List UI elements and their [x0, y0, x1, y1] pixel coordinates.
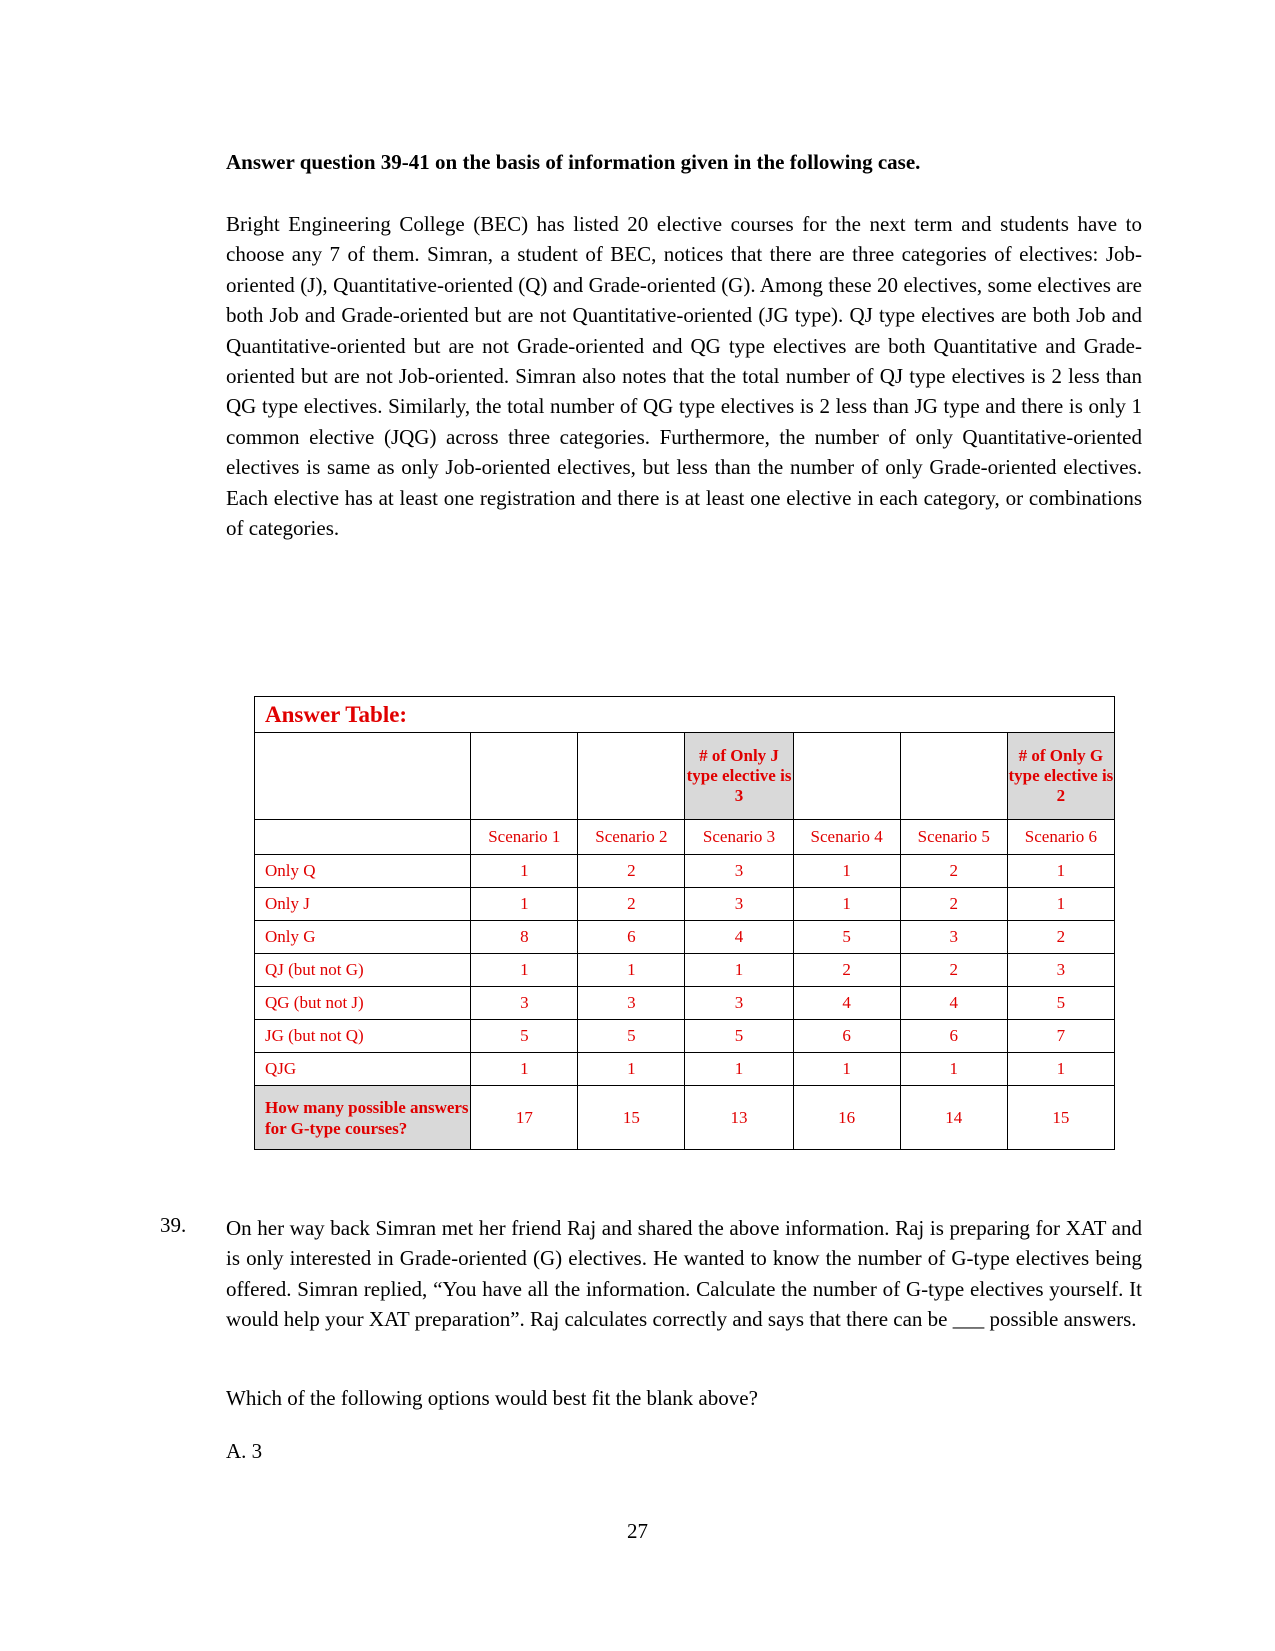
- table-cell: 13: [685, 1086, 793, 1150]
- scenario-header: Scenario 2: [578, 820, 685, 855]
- table-cell: 5: [793, 921, 900, 954]
- table-cell: 1: [578, 1053, 685, 1086]
- table-row: [255, 888, 1115, 921]
- table-cell: 1: [471, 888, 578, 921]
- scenario-header: Scenario 1: [471, 820, 578, 855]
- table-cell: 6: [900, 1020, 1007, 1053]
- table-cell: 1: [1007, 888, 1114, 921]
- table-cell: 2: [578, 888, 685, 921]
- table-cell: 1: [471, 855, 578, 888]
- question-number: 39.: [160, 1213, 187, 1237]
- table-cell: 3: [471, 987, 578, 1020]
- table-cell: 2: [900, 855, 1007, 888]
- row-label: QG (but not J): [255, 987, 471, 1020]
- table-cell: 1: [1007, 1053, 1114, 1086]
- row-label: JG (but not Q): [255, 1020, 471, 1053]
- table-cell: 1: [793, 1053, 900, 1086]
- table-row: [255, 855, 1115, 888]
- empty-cell: [255, 733, 471, 820]
- table-cell: 1: [900, 1053, 1007, 1086]
- page-number: 27: [627, 1519, 648, 1543]
- table-cell: 16: [793, 1086, 900, 1150]
- table-cell: 3: [1007, 954, 1114, 987]
- table-cell: 2: [578, 855, 685, 888]
- case-passage: Bright Engineering College (BEC) has listed 20 elective courses for the next term and students have to choose any 7 of them. Simran, a student of BEC, notices that there are three categories of electives: Job-oriented (J), Quantitative-oriented (Q) and Grade-oriented (G). Among these 20 electives, some electives are both Job and Grade-oriented but are not Quantitative-oriented (JG type). QJ type electives are both Job and Quantitative-oriented but are not Grade-oriented and QG type electives are both Quantitative and Grade-oriented but are not Job-oriented. Simran also notes that the total number of QJ type electives is 2 less than QG type electives. Similarly, the total number of QG type electives is 2 less than JG type and there is only 1 common elective (JQG) across three categories. Furthermore, the number of only Quantitative-oriented electives is same as only Job-oriented electives, but less than the number of only Grade-oriented electives. Each elective has at least one registration and there is at least one elective in each category, or combinations of categories.: [226, 212, 1142, 541]
- answer-option: A. 3: [226, 1439, 263, 1463]
- table-cell: 3: [685, 987, 793, 1020]
- table-cell: 2: [900, 888, 1007, 921]
- table-row: [255, 1020, 1115, 1053]
- table-cell: 17: [471, 1086, 578, 1150]
- table-cell: 1: [793, 855, 900, 888]
- total-row-label: How many possible answers for G-type courses?: [255, 1086, 471, 1150]
- table-cell: 4: [685, 921, 793, 954]
- table-row: [255, 954, 1115, 987]
- scenario-6-note: # of Only G type elective is 2: [1007, 733, 1114, 820]
- table-cell: 1: [685, 1053, 793, 1086]
- question-text: On her way back Simran met her friend Raj and shared the above information. Raj is preparing for XAT and is only interested in Grade-oriented (G) electives. He wanted to know the number of G-type electives being offered. Simran replied, “You have all the information. Calculate the number of G-type electives yourself. It would help your XAT preparation”. Raj calculates correctly and says that there can be ___ possible answers.: [226, 1216, 1142, 1332]
- table-row: [255, 987, 1115, 1020]
- empty-cell: [471, 733, 578, 820]
- total-row: [255, 1086, 1115, 1150]
- table-cell: 2: [900, 954, 1007, 987]
- table-row: [255, 921, 1115, 954]
- empty-cell: [793, 733, 900, 820]
- scenario-header: Scenario 3: [685, 820, 793, 855]
- table-cell: 1: [1007, 855, 1114, 888]
- table-cell: 5: [578, 1020, 685, 1053]
- row-label: QJG: [255, 1053, 471, 1086]
- row-label: Only Q: [255, 855, 471, 888]
- table-cell: 1: [578, 954, 685, 987]
- table-cell: 4: [793, 987, 900, 1020]
- table-cell: 15: [1007, 1086, 1114, 1150]
- table-cell: 2: [793, 954, 900, 987]
- row-label: QJ (but not G): [255, 954, 471, 987]
- table-cell: 15: [578, 1086, 685, 1150]
- table-cell: 3: [900, 921, 1007, 954]
- table-cell: 1: [793, 888, 900, 921]
- table-cell: 2: [1007, 921, 1114, 954]
- table-cell: 5: [685, 1020, 793, 1053]
- row-label: Only G: [255, 921, 471, 954]
- table-cell: 7: [1007, 1020, 1114, 1053]
- table-row: [255, 1053, 1115, 1086]
- table-cell: 1: [685, 954, 793, 987]
- row-label: Only J: [255, 888, 471, 921]
- answer-table: [254, 696, 1115, 1150]
- scenario-header: Scenario 5: [900, 820, 1007, 855]
- answer-table-title: Answer Table:: [255, 697, 1115, 733]
- table-cell: 1: [471, 954, 578, 987]
- table-cell: 14: [900, 1086, 1007, 1150]
- table-cell: 3: [685, 888, 793, 921]
- table-cell: 5: [471, 1020, 578, 1053]
- table-cell: 3: [685, 855, 793, 888]
- table-cell: 4: [900, 987, 1007, 1020]
- empty-cell: [578, 733, 685, 820]
- table-cell: 6: [793, 1020, 900, 1053]
- table-cell: 1: [471, 1053, 578, 1086]
- empty-cell: [900, 733, 1007, 820]
- question-prompt: Which of the following options would best fit the blank above?: [226, 1386, 758, 1410]
- case-heading: Answer question 39-41 on the basis of information given in the following case.: [226, 150, 921, 174]
- empty-cell: [255, 820, 471, 855]
- scenario-3-note: # of Only J type elective is 3: [685, 733, 793, 820]
- scenario-header: Scenario 4: [793, 820, 900, 855]
- scenario-header: Scenario 6: [1007, 820, 1114, 855]
- table-cell: 8: [471, 921, 578, 954]
- table-cell: 6: [578, 921, 685, 954]
- table-cell: 5: [1007, 987, 1114, 1020]
- table-cell: 3: [578, 987, 685, 1020]
